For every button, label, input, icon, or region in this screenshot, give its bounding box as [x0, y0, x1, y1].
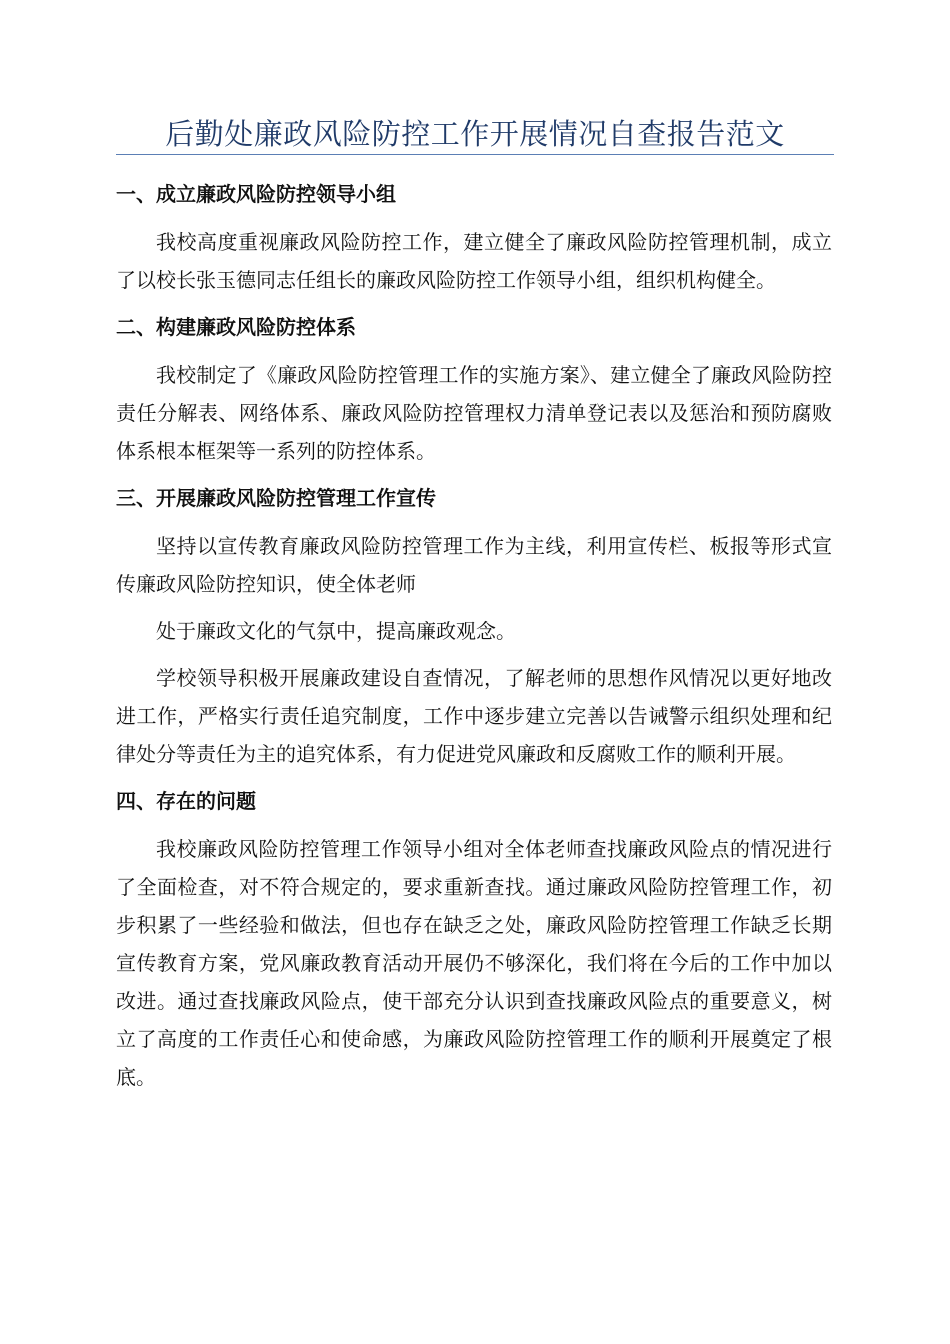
paragraph: 我校高度重视廉政风险防控工作，建立健全了廉政风险防控管理机制，成立了以校长张玉德同志任组长的廉政风险防控工作领导小组，组织机构健全。: [116, 230, 832, 292]
document-title: 后勤处廉政风险防控工作开展情况自查报告范文: [165, 117, 785, 151]
paragraph: 我校廉政风险防控管理工作领导小组对全体老师查找廉政风险点的情况进行了全面检查，对不符合规定的，要求重新查找。通过廉政风险防控管理工作，初步积累了一些经验和做法，但也存在缺乏之处，廉政风险防控管理工作缺乏长期宣传教育方案，党风廉政教育活动开展仍不够深化，我们将在今后的工作中加以改进。通过查找廉政风险点，使干部充分认识到查找廉政风险点的重要意义，树立了高度的工作责任心和使命感，为廉政风险防控管理工作的顺利开展奠定了根底。: [116, 837, 832, 1089]
paragraph: 学校领导积极开展廉政建设自查情况，了解老师的思想作风情况以更好地改进工作，严格实行责任追究制度，工作中逐步建立完善以告诫警示组织处理和纪律处分等责任为主的追究体系，有力促进党风廉政和反腐败工作的顺利开展。: [116, 666, 832, 766]
section-heading: 二、构建廉政风险防控体系: [116, 315, 356, 339]
title-underline: [116, 154, 834, 155]
paragraph: 我校制定了《廉政风险防控管理工作的实施方案》、建立健全了廉政风险防控责任分解表、网络体系、廉政风险防控管理权力清单登记表以及惩治和预防腐败体系根本框架等一系列的防控体系。: [116, 363, 832, 463]
paragraph: 坚持以宣传教育廉政风险防控管理工作为主线，利用宣传栏、板报等形式宣传廉政风险防控知识，使全体老师: [116, 534, 832, 596]
section-2: [116, 308, 832, 470]
section-1: [116, 175, 832, 299]
document-body: [116, 175, 832, 1096]
section-heading: 四、存在的问题: [116, 789, 256, 813]
paragraph: 处于廉政文化的气氛中，提高廉政观念。: [156, 619, 516, 643]
section-3: [116, 479, 832, 773]
section-4: [116, 782, 832, 1096]
section-heading: 三、开展廉政风险防控管理工作宣传: [116, 486, 436, 510]
section-heading: 一、成立廉政风险防控领导小组: [116, 182, 396, 206]
